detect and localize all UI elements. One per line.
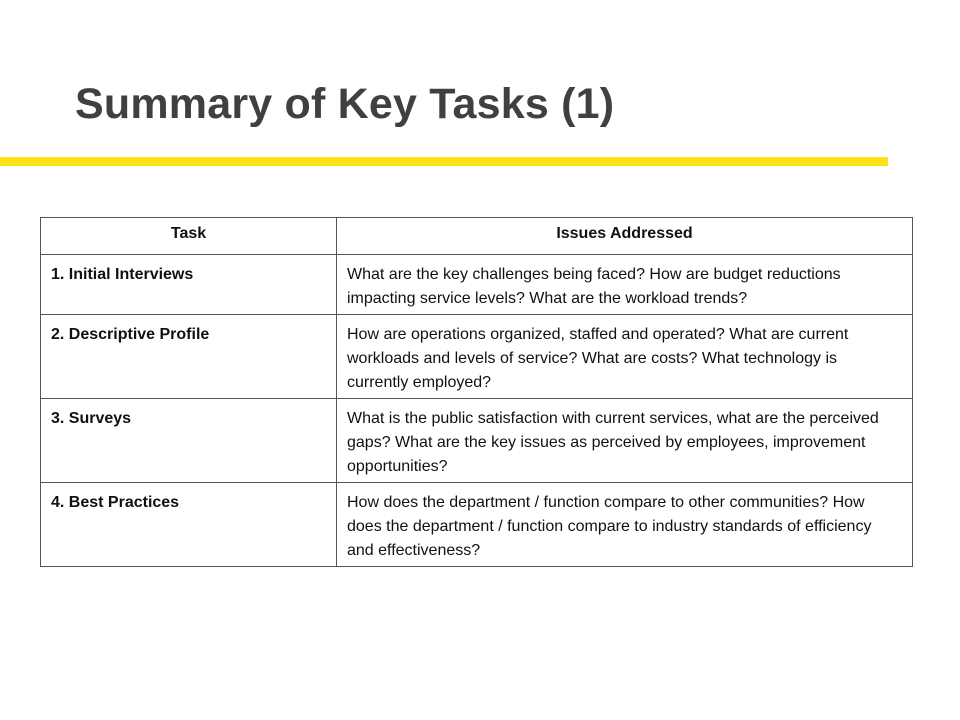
table-row xyxy=(41,399,913,483)
header-issues-addressed: Issues Addressed xyxy=(337,218,913,255)
issues-cell: How does the department / function compare to other communities? How does the department / function compare to industry standards of efficiency and effectiveness? xyxy=(337,483,913,567)
issues-cell: How are operations organized, staffed and operated? What are current workloads and levels of service? What are costs? What technology is currently employed? xyxy=(337,315,913,399)
task-cell: 4. Best Practices xyxy=(41,483,337,567)
table-row xyxy=(41,255,913,315)
issues-cell: What is the public satisfaction with current services, what are the perceived gaps? What are the key issues as perceived by employees, improvement opportunities? xyxy=(337,399,913,483)
task-cell: 3. Surveys xyxy=(41,399,337,483)
task-cell: 1. Initial Interviews xyxy=(41,255,337,315)
table-row xyxy=(41,315,913,399)
task-cell: 2. Descriptive Profile xyxy=(41,315,337,399)
issues-cell: What are the key challenges being faced? How are budget reductions impacting service levels? What are the workload trends? xyxy=(337,255,913,315)
header-task: Task xyxy=(41,218,337,255)
table-header-row xyxy=(41,218,913,255)
page-title: Summary of Key Tasks (1) xyxy=(75,80,615,128)
title-underline-bar xyxy=(0,157,888,166)
key-tasks-table xyxy=(40,217,913,567)
table-row xyxy=(41,483,913,567)
